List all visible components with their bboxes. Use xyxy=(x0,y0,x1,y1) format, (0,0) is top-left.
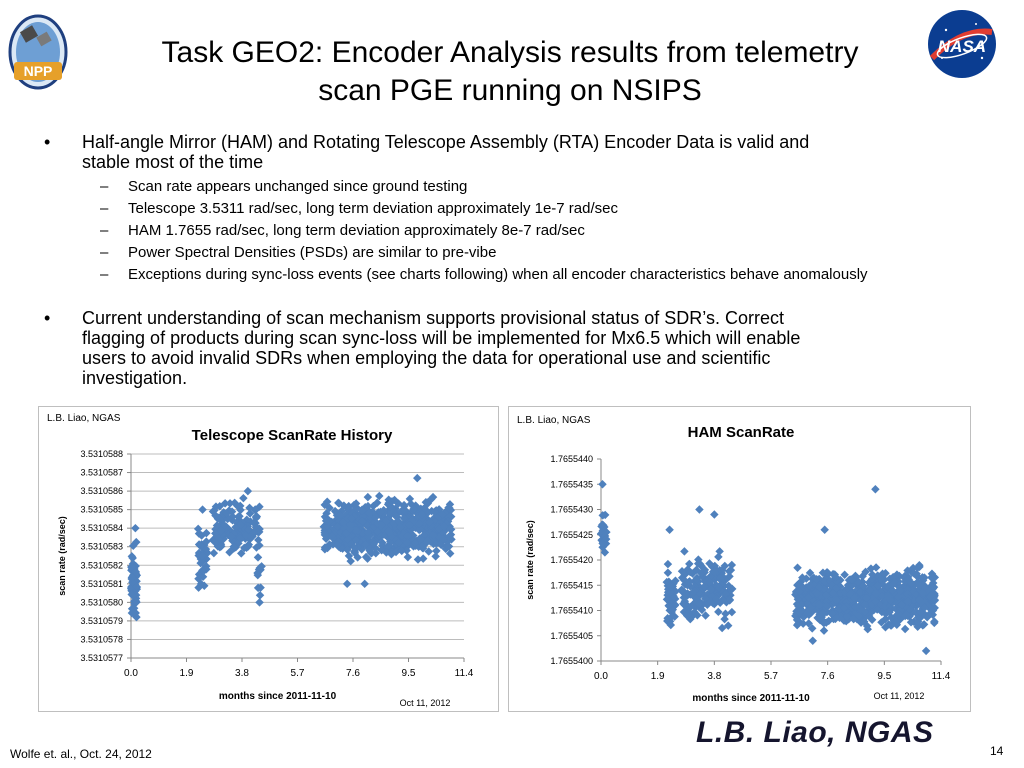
x-tick-label: 1.9 xyxy=(650,671,665,682)
x-tick-label: 11.4 xyxy=(931,671,951,682)
x-tick-label: 9.5 xyxy=(401,668,416,679)
chart-credit: L.B. Liao, NGAS xyxy=(47,413,121,424)
y-tick-label: 1.7655415 xyxy=(550,580,593,591)
x-tick-label: 11.4 xyxy=(454,668,474,679)
sub-bullet-2: Telescope 3.5311 rad/sec, long term deviation approximately 1e-7 rad/sec xyxy=(128,200,618,217)
data-point xyxy=(714,608,722,616)
data-point xyxy=(695,505,703,513)
bullet-2-line-2: flagging of products during scan sync-loss will be implemented for Mx6.5 which will enable xyxy=(82,328,801,348)
x-tick-label: 5.7 xyxy=(764,671,778,682)
data-point xyxy=(343,580,351,588)
x-axis-label: months since 2011-11-10 xyxy=(218,691,337,702)
bullet-2-text xyxy=(82,308,982,388)
y-tick-label: 1.7655435 xyxy=(550,479,593,490)
data-point xyxy=(254,553,262,561)
x-axis-label: months since 2011-11-10 xyxy=(692,693,810,704)
data-point xyxy=(256,591,264,599)
data-point xyxy=(665,525,673,533)
chart-credit: L.B. Liao, NGAS xyxy=(517,415,591,426)
bullet-2-line-4: investigation. xyxy=(82,368,188,388)
y-tick-label: 1.7655430 xyxy=(550,504,593,515)
svg-text:NASA: NASA xyxy=(937,37,987,56)
data-point xyxy=(809,637,817,645)
y-tick-label: 1.7655440 xyxy=(550,454,593,464)
data-point xyxy=(793,564,801,572)
data-point xyxy=(198,505,206,513)
data-point xyxy=(598,480,606,488)
sub-bullet-5-dash: – xyxy=(100,266,109,283)
sub-bullet-3: HAM 1.7655 rad/sec, long term deviation approximately 8e-7 rad/sec xyxy=(128,222,585,239)
title-line-2: scan PGE running on NSIPS xyxy=(318,74,702,107)
data-point xyxy=(244,487,252,495)
nasa-logo xyxy=(926,8,998,80)
x-tick-label: 9.5 xyxy=(877,671,892,682)
y-tick-label: 3.5310577 xyxy=(80,653,123,663)
data-point xyxy=(922,647,930,655)
page-number: 14 xyxy=(990,744,1004,758)
y-tick-label: 1.7655420 xyxy=(550,555,593,565)
bullet-1-line-2: stable most of the time xyxy=(82,152,264,172)
bullet-2-line-1: Current understanding of scan mechanism supports provisional status of SDR’s. Correct xyxy=(82,308,784,328)
y-tick-label: 1.7655405 xyxy=(550,630,593,641)
svg-text:NPP: NPP xyxy=(23,63,53,79)
y-tick-label: 3.5310588 xyxy=(80,449,123,459)
telescope-chart-svg xyxy=(39,407,498,711)
y-tick-label: 3.5310586 xyxy=(80,486,123,497)
x-tick-label: 5.7 xyxy=(290,668,305,679)
chart-date: Oct 11, 2012 xyxy=(399,698,451,708)
data-point xyxy=(714,553,722,561)
data-point xyxy=(413,474,421,482)
y-tick-label: 3.5310580 xyxy=(80,597,123,608)
npp-logo xyxy=(6,8,70,92)
sub-bullet-4-dash: – xyxy=(100,244,109,261)
x-tick-label: 3.8 xyxy=(707,671,722,682)
y-axis-label: scan rate (rad/sec) xyxy=(57,516,67,596)
y-tick-label: 3.5310578 xyxy=(80,634,123,645)
data-point xyxy=(131,524,139,532)
x-tick-label: 0.0 xyxy=(124,668,138,679)
data-point xyxy=(375,492,383,500)
data-point xyxy=(820,525,828,533)
bullet-1-line-1: Half-angle Mirror (HAM) and Rotating Telescope Assembly (RTA) Encoder Data is valid and xyxy=(82,132,810,152)
chart-title: HAM ScanRate xyxy=(687,424,795,441)
sub-bullet-4: Power Spectral Densities (PSDs) are similar to pre-vibe xyxy=(128,244,497,261)
ham-chart xyxy=(508,406,971,712)
data-point xyxy=(901,625,909,633)
data-point xyxy=(728,608,736,616)
sub-bullet-3-dash: – xyxy=(100,222,109,239)
bullet-1-marker: • xyxy=(44,132,51,152)
data-point xyxy=(930,617,938,625)
chart-date: Oct 11, 2012 xyxy=(873,691,925,701)
sub-bullet-1-dash: – xyxy=(100,178,109,195)
bullet-1-text xyxy=(82,132,982,172)
bullet-2-line-3: users to avoid invalid SDRs when employing the data for operational use and scientific xyxy=(82,348,771,368)
footer-citation: Wolfe et. al., Oct. 24, 2012 xyxy=(10,747,152,761)
slide-title xyxy=(100,34,920,110)
y-tick-label: 3.5310584 xyxy=(80,523,123,534)
y-tick-label: 3.5310585 xyxy=(80,504,123,515)
x-tick-label: 3.8 xyxy=(235,668,249,679)
author-watermark: L.B. Liao, NGAS xyxy=(696,716,934,749)
y-tick-label: 1.7655410 xyxy=(550,605,593,616)
telescope-chart xyxy=(38,406,499,712)
sub-bullet-5: Exceptions during sync-loss events (see charts following) when all encoder characteristics behave anomalously xyxy=(128,266,868,283)
data-point xyxy=(239,494,247,502)
y-tick-label: 3.5310583 xyxy=(80,541,123,552)
data-point xyxy=(820,626,828,634)
x-tick-label: 0.0 xyxy=(594,671,608,682)
x-tick-label: 7.6 xyxy=(346,668,360,679)
data-point xyxy=(414,555,422,563)
chart-title: Telescope ScanRate History xyxy=(191,427,393,444)
sub-bullet-1: Scan rate appears unchanged since ground testing xyxy=(128,178,468,195)
data-point xyxy=(871,485,879,493)
y-tick-label: 3.5310582 xyxy=(80,560,123,571)
data-point xyxy=(255,598,263,606)
x-tick-label: 7.6 xyxy=(820,671,835,682)
y-tick-label: 3.5310579 xyxy=(80,615,123,626)
y-tick-label: 3.5310581 xyxy=(80,578,123,589)
y-axis-label: scan rate (rad/sec) xyxy=(525,520,535,600)
bullet-2-marker: • xyxy=(44,308,51,328)
y-tick-label: 1.7655425 xyxy=(550,529,593,540)
ham-chart-svg xyxy=(509,407,970,711)
y-tick-label: 1.7655400 xyxy=(550,656,593,666)
x-tick-label: 1.9 xyxy=(179,668,194,679)
sub-bullet-2-dash: – xyxy=(100,200,109,217)
data-point xyxy=(364,493,372,501)
y-tick-label: 3.5310587 xyxy=(80,467,123,478)
data-point xyxy=(210,549,218,557)
data-point xyxy=(710,510,718,518)
title-line-1: Task GEO2: Encoder Analysis results from telemetry xyxy=(161,36,859,69)
data-point xyxy=(664,568,672,576)
data-point xyxy=(360,580,368,588)
data-point xyxy=(664,560,672,568)
data-point xyxy=(680,547,688,555)
data-point xyxy=(404,553,412,561)
